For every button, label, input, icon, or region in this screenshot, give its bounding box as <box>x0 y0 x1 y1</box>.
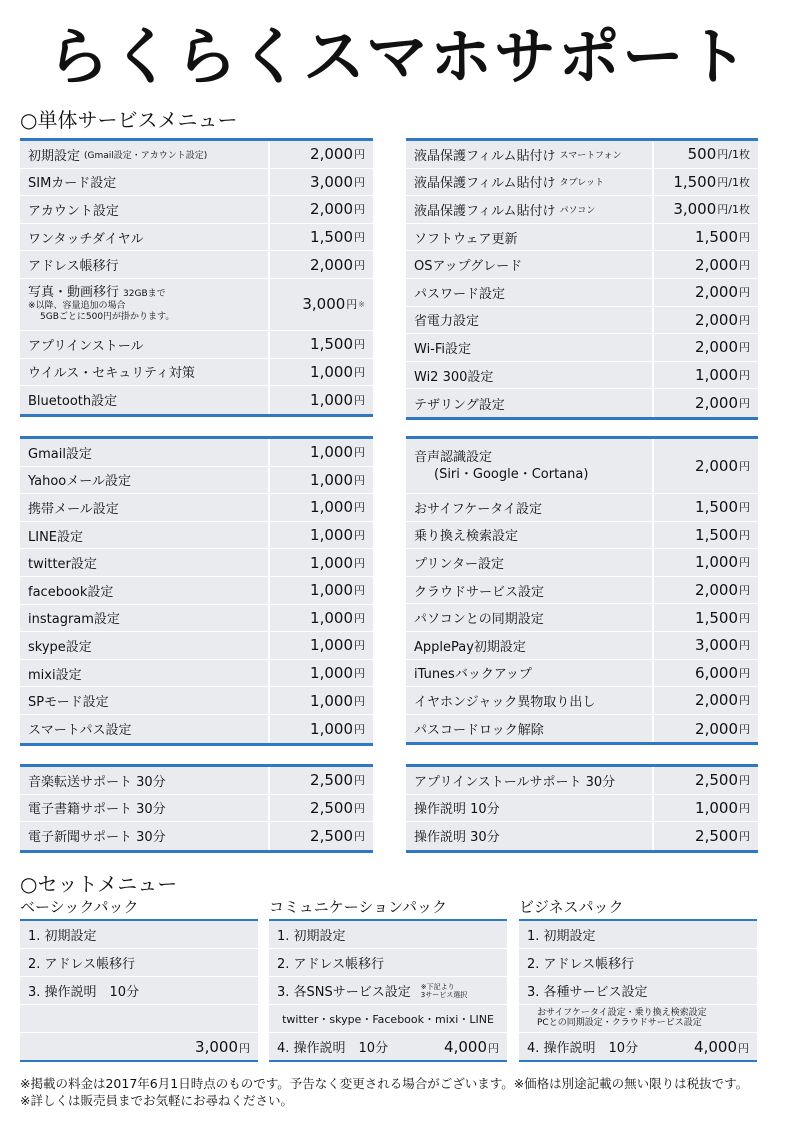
service-name: パスワード設定 <box>414 286 506 302</box>
table-row <box>406 795 758 823</box>
set-menu-title: ○セットメニュー <box>20 872 178 896</box>
table-row <box>406 604 758 632</box>
service-price: 2,000 <box>310 255 353 274</box>
pack-price: 4,000 <box>694 1037 737 1056</box>
yen-unit: 円 <box>739 722 750 736</box>
service-name: Wi2 300設定 <box>414 369 494 385</box>
service-name: おサイフケータイ設定 <box>414 501 543 517</box>
service-price: 1,000 <box>310 719 353 738</box>
table-row <box>20 467 373 495</box>
service-name: 携帯メール設定 <box>28 501 119 517</box>
service-price: 1,000 <box>310 636 353 655</box>
pack-item: 2. アドレス帳移行 <box>269 949 507 976</box>
service-sub: パソコン <box>559 205 596 216</box>
pack-note: ※下記より <box>420 982 455 991</box>
yen-unit: 円 <box>354 393 365 407</box>
service-price: 1,500 <box>695 498 738 517</box>
service-price: 2,500 <box>695 771 738 790</box>
service-price: 1,000 <box>310 691 353 710</box>
yen-unit: 円 <box>354 556 365 570</box>
yen-unit: 円 <box>354 529 365 543</box>
table-row <box>406 169 758 197</box>
yen-unit: 円 <box>739 556 750 570</box>
yen-unit: 円 <box>354 694 365 708</box>
service-price: 1,500 <box>695 228 738 247</box>
table-row <box>20 795 373 823</box>
service-note: ※以降、容量追加の場合 <box>28 300 126 311</box>
yen-unit: 円 <box>354 338 365 352</box>
service-price: 1,000 <box>310 608 353 627</box>
table-row <box>406 224 758 252</box>
service-sub: 32GBまで <box>123 288 166 299</box>
service-price: 1,000 <box>310 553 353 572</box>
service-price: 2,000 <box>695 255 738 274</box>
service-name: Bluetooth設定 <box>28 394 118 410</box>
service-price: 1,000 <box>695 366 738 385</box>
single-menu-table-sns <box>20 436 373 746</box>
table-row <box>20 687 373 715</box>
table-row <box>406 660 758 688</box>
yen-unit: 円 <box>354 584 365 598</box>
service-price: 2,000 <box>310 200 353 219</box>
yen-unit: 円 <box>739 286 750 300</box>
footer-note: ※詳しくは販売員までお気軽にお尋ねください。 <box>20 1093 293 1108</box>
pack-item: 2. アドレス帳移行 <box>519 949 757 976</box>
service-price: 3,000 <box>302 295 346 314</box>
table-row <box>406 334 758 362</box>
yen-unit: 円 <box>739 258 750 272</box>
table-row <box>20 279 373 331</box>
service-price: 500 <box>687 145 717 164</box>
table-row <box>20 549 373 577</box>
yen-unit: 円 <box>354 258 365 272</box>
service-price: 1,000 <box>310 581 353 600</box>
yen-unit: 円 <box>488 1041 499 1055</box>
service-name: iTunesバックアップ <box>414 667 532 683</box>
service-price: 1,500 <box>310 335 353 354</box>
table-row <box>406 362 758 390</box>
table-row <box>20 767 373 795</box>
price-unit: /1枚 <box>728 203 750 217</box>
yen-unit: 円 <box>354 801 365 815</box>
service-name: 写真・動画移行 <box>28 284 120 300</box>
pack-item: 4. 操作説明 10分 <box>527 1041 639 1056</box>
yen-unit: 円 <box>354 667 365 681</box>
table-row <box>20 196 373 224</box>
table-row <box>406 549 758 577</box>
table-row <box>406 439 758 494</box>
yen-unit: 円 <box>354 365 365 379</box>
comm-pack <box>269 919 507 1062</box>
service-name: アカウント設定 <box>28 203 119 219</box>
table-row <box>406 687 758 715</box>
yen-unit: 円 <box>354 501 365 515</box>
yen-unit: 円 <box>354 446 365 460</box>
comm-pack-title: コミュニケーションパック <box>269 898 448 916</box>
basic-pack <box>20 919 258 1062</box>
single-menu-title: ○単体サービスメニュー <box>20 108 238 132</box>
service-price: 1,000 <box>310 443 353 462</box>
pack-item: 1. 初期設定 <box>20 921 258 948</box>
service-name: 初期設定 <box>28 148 81 164</box>
yen-unit: 円 <box>354 722 365 736</box>
service-price: 1,000 <box>310 526 353 545</box>
yen-unit: 円 <box>739 501 750 515</box>
service-price: 2,500 <box>310 771 353 790</box>
service-price: 2,000 <box>695 457 738 475</box>
yen-unit: 円 <box>354 148 365 162</box>
service-price: 3,000 <box>310 172 353 191</box>
table-row <box>20 169 373 197</box>
table-row <box>20 359 373 387</box>
service-name: instagram設定 <box>28 612 120 628</box>
table-row <box>406 522 758 550</box>
biz-pack <box>519 919 757 1062</box>
pack-note: PCとの同期設定・クラウドサービス設定 <box>537 1018 702 1028</box>
service-name: Gmail設定 <box>28 446 92 462</box>
single-menu-table-other <box>406 436 758 745</box>
service-price: 1,000 <box>310 390 353 409</box>
service-sub: (Gmail設定・アカウント設定) <box>84 150 208 161</box>
service-price: 2,500 <box>310 826 353 845</box>
service-name: skype設定 <box>28 639 92 655</box>
yen-unit: 円 <box>354 231 365 245</box>
service-name: 液晶保護フィルム貼付け <box>414 176 556 192</box>
table-row <box>406 822 758 850</box>
table-row <box>406 196 758 224</box>
service-price: 1,000 <box>695 798 738 817</box>
yen-unit: 円 <box>354 473 365 487</box>
service-price: 1,000 <box>695 553 738 572</box>
service-name: 操作説明 10分 <box>414 802 500 818</box>
table-row <box>406 632 758 660</box>
service-price: 1,000 <box>310 362 353 381</box>
price-unit: /1枚 <box>728 148 750 162</box>
table-row <box>20 494 373 522</box>
service-name: OSアップグレード <box>414 259 523 275</box>
table-row <box>406 279 758 307</box>
service-name: アドレス帳移行 <box>28 259 119 275</box>
yen-unit: 円 <box>738 1041 749 1055</box>
yen-unit: 円 <box>739 231 750 245</box>
single-menu-table-support-right <box>406 764 758 853</box>
table-row <box>406 577 758 605</box>
pack-note: おサイフケータイ設定・乗り換え検索設定 <box>537 1008 707 1018</box>
service-name: イヤホンジャック異物取り出し <box>414 694 596 710</box>
pack-price-row <box>269 1033 507 1060</box>
service-name: 電子新聞サポート 30分 <box>28 830 166 846</box>
service-name: 操作説明 30分 <box>414 830 500 846</box>
service-price: 3,000 <box>695 636 738 655</box>
yen-unit: 円 <box>354 203 365 217</box>
yen-unit: 円 <box>739 774 750 788</box>
table-row <box>20 715 373 743</box>
service-price: 2,000 <box>695 338 738 357</box>
service-name: ソフトウェア更新 <box>414 231 518 247</box>
service-price: 2,000 <box>695 691 738 710</box>
yen-unit: 円 <box>739 397 750 411</box>
table-row <box>406 389 758 417</box>
service-name: ウイルス・セキュリティ対策 <box>28 366 195 382</box>
service-name: プリンター設定 <box>414 556 504 572</box>
yen-unit: 円 <box>354 829 365 843</box>
pack-spacer <box>20 1005 258 1032</box>
pack-item: 2. アドレス帳移行 <box>20 949 258 976</box>
service-name: LINE設定 <box>28 529 84 545</box>
service-sub: タブレット <box>559 178 605 189</box>
service-price: 2,500 <box>695 826 738 845</box>
pack-sns-list: twitter・skype・Facebook・mixi・LINE <box>269 1005 507 1032</box>
table-row <box>20 822 373 850</box>
yen-unit: 円 <box>739 639 750 653</box>
service-name: ワンタッチダイヤル <box>28 231 144 247</box>
table-row <box>20 439 373 467</box>
service-price: 2,000 <box>310 145 353 164</box>
service-price: 3,000 <box>673 200 717 219</box>
service-name: 省電力設定 <box>414 314 480 330</box>
table-row <box>20 522 373 550</box>
yen-unit: 円 <box>739 694 750 708</box>
yen-unit: 円 <box>739 584 750 598</box>
pack-item <box>269 977 507 1004</box>
yen-unit: 円 <box>739 460 750 473</box>
service-name: facebook設定 <box>28 584 114 600</box>
service-name: アプリインストールサポート 30分 <box>414 774 616 790</box>
service-name: アプリインストール <box>28 338 144 354</box>
table-row <box>20 141 373 169</box>
service-price: 1,500 <box>695 525 738 544</box>
pack-item: 3. 各種サービス設定 <box>519 977 757 1004</box>
pack-price: 3,000 <box>195 1037 238 1056</box>
yen-unit: 円 <box>739 801 750 815</box>
table-row <box>406 715 758 743</box>
service-sub: スマートフォン <box>559 150 622 161</box>
yen-unit: 円 <box>354 639 365 653</box>
table-row <box>20 331 373 359</box>
table-row <box>406 767 758 795</box>
service-price: 1,500 <box>673 172 717 191</box>
service-name: SIMカード設定 <box>28 176 117 192</box>
service-price: 2,000 <box>695 394 738 413</box>
yen-unit: 円 <box>354 611 365 625</box>
service-note: 5GBごとに500円が掛かります。 <box>40 311 175 322</box>
service-name: 液晶保護フィルム貼付け <box>414 148 556 164</box>
service-name: パソコンとの同期設定 <box>414 612 544 628</box>
yen-unit: 円 <box>239 1041 250 1055</box>
yen-unit: 円 <box>739 313 750 327</box>
table-row <box>406 307 758 335</box>
pack-item: 1. 初期設定 <box>519 921 757 948</box>
service-name: ApplePay初期設定 <box>414 639 526 655</box>
service-price: 2,500 <box>310 798 353 817</box>
pack-notes <box>519 1005 757 1032</box>
service-price: 1,500 <box>695 608 738 627</box>
note-mark: ※ <box>358 299 365 309</box>
yen-unit: 円 <box>739 666 750 680</box>
pack-item-label: 3. 各SNSサービス設定 <box>277 985 411 1000</box>
pack-item: 4. 操作説明 10分 <box>277 1041 389 1056</box>
pack-item: 3. 操作説明 10分 <box>20 977 258 1004</box>
service-name: twitter設定 <box>28 557 97 573</box>
yen-unit: 円 <box>717 175 729 189</box>
single-menu-table-film <box>406 138 758 420</box>
pack-price-row <box>519 1033 757 1060</box>
pack-price: 4,000 <box>444 1037 487 1056</box>
service-price: 6,000 <box>695 663 738 682</box>
service-name: 液晶保護フィルム貼付け <box>414 203 556 219</box>
service-price: 2,000 <box>695 719 738 738</box>
service-name: mixi設定 <box>28 667 82 683</box>
yen-unit: 円 <box>346 298 358 312</box>
yen-unit: 円 <box>354 774 365 788</box>
table-row <box>20 251 373 279</box>
single-menu-table-basic <box>20 138 373 417</box>
table-row <box>406 494 758 522</box>
table-row <box>20 632 373 660</box>
service-name-detail: (Siri・Google・Cortana) <box>434 467 589 482</box>
yen-unit: 円 <box>739 611 750 625</box>
service-price: 1,000 <box>310 664 353 683</box>
table-row <box>20 224 373 252</box>
table-row <box>20 577 373 605</box>
service-name: 音声認識設定 <box>414 450 493 465</box>
yen-unit: 円 <box>739 528 750 542</box>
yen-unit: 円 <box>717 203 729 217</box>
pack-item: 1. 初期設定 <box>269 921 507 948</box>
service-name: 音楽転送サポート 30分 <box>28 774 166 790</box>
yen-unit: 円 <box>354 175 365 189</box>
pack-price-row <box>20 1033 258 1060</box>
service-name: 乗り換え検索設定 <box>414 529 519 545</box>
page-title: らくらくスマホサポート <box>47 20 750 93</box>
service-name: テザリング設定 <box>414 397 505 413</box>
service-price: 1,000 <box>310 498 353 517</box>
service-name: SPモード設定 <box>28 695 109 711</box>
service-price: 1,500 <box>310 228 353 247</box>
table-row <box>20 660 373 688</box>
biz-pack-title: ビジネスパック <box>519 898 624 916</box>
table-row <box>20 386 373 414</box>
service-name: Yahooメール設定 <box>28 474 132 490</box>
service-price: 1,000 <box>310 470 353 489</box>
table-row <box>406 141 758 169</box>
yen-unit: 円 <box>739 341 750 355</box>
yen-unit: 円 <box>717 148 729 162</box>
footer-notes <box>20 1075 748 1109</box>
service-name: クラウドサービス設定 <box>414 584 545 600</box>
service-name: 電子書籍サポート 30分 <box>28 802 166 818</box>
pack-note: 3サービス選択 <box>420 990 468 999</box>
yen-unit: 円 <box>739 369 750 383</box>
single-menu-table-support-left <box>20 764 373 853</box>
yen-unit: 円 <box>739 829 750 843</box>
service-name: スマートパス設定 <box>28 723 132 739</box>
footer-note: ※掲載の料金は2017年6月1日時点のものです。予告なく変更される場合がございます。※価格は別途記載の無い限りは税抜です。 <box>20 1076 749 1091</box>
service-price: 2,000 <box>695 310 738 329</box>
service-name: Wi-Fi設定 <box>414 341 472 357</box>
price-unit: /1枚 <box>728 175 750 189</box>
service-name: パスコードロック解除 <box>414 723 544 739</box>
table-row <box>406 251 758 279</box>
table-row <box>20 605 373 633</box>
service-price: 2,000 <box>695 581 738 600</box>
basic-pack-title: ベーシックパック <box>20 898 139 916</box>
service-price: 2,000 <box>695 283 738 302</box>
